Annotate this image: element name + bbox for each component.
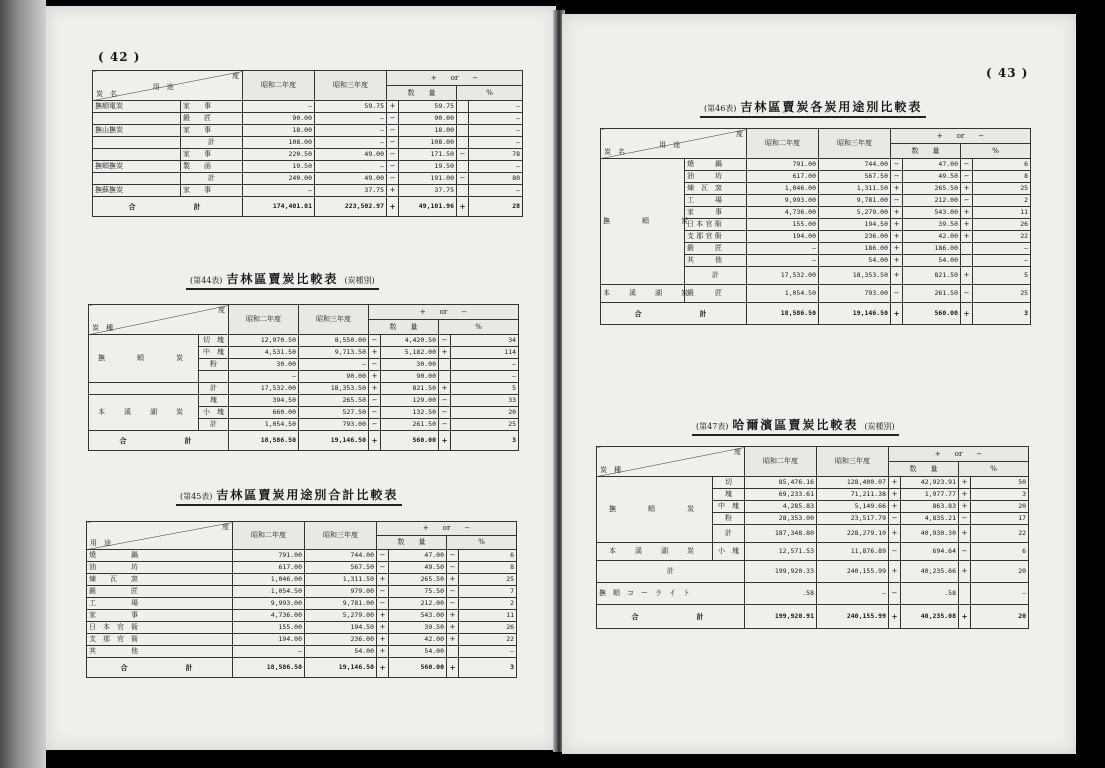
page-number-left: ( 42 ) xyxy=(98,50,141,64)
header-diagonal: 度 用 途 炭 名 xyxy=(601,129,747,159)
header-qty: 数 量 xyxy=(369,320,439,335)
table-row: 支 那 官 衙 194.00 236.00 + 42.00 + 22 xyxy=(601,231,1031,243)
table-row: 家 事 220.50 49.00 − 171.50 − 78 xyxy=(93,149,523,161)
table-row: 家 事 4,736.00 5,279.00 + 543.00 + 11 xyxy=(601,207,1031,219)
header-change: + or − xyxy=(387,71,523,86)
header-showa3: 昭和三年度 xyxy=(299,305,369,335)
table-row: 日 本 官 衙 155.00 194.50 + 39.50 + 26 xyxy=(87,622,517,634)
table-row: 計 108.00 — − 108.00 — xyxy=(93,137,523,149)
table-row: 撫 順 炭 切 85,476.16 128,400.07 + 42,923.91 + 50 xyxy=(597,477,1029,489)
header-change: + or − xyxy=(889,447,1029,462)
header-change: + or − xyxy=(891,129,1031,144)
table-47-caption: (第47表) 哈爾濱區賣炭比較表 (炭種別) xyxy=(692,416,899,436)
table-row: 鍛 匠 — 186.00 + 186.00 — xyxy=(601,243,1031,255)
header-pct: % xyxy=(961,144,1031,159)
table-subtotal-row: 計 1,054.50 793.00 − 261.50 − 25 xyxy=(89,419,519,431)
table-total-row: 合 計 18,586.50 19,146.50 + 560.00 + 3 xyxy=(601,303,1031,325)
header-showa3: 昭和三年度 xyxy=(817,447,889,477)
header-qty: 数 量 xyxy=(891,144,961,159)
table-total-row: 合 計 18,586.50 19,146.50 + 560.00 + 3 xyxy=(89,431,519,451)
table-row: 撫 順 コ ー ラ イ ト .58 — − .58 — xyxy=(597,583,1029,605)
header-showa3: 昭和三年度 xyxy=(819,129,891,159)
table-46 xyxy=(600,128,1031,325)
header-diagonal: 度 炭 種 xyxy=(89,305,229,335)
table-43-continued xyxy=(92,70,523,217)
header-showa2: 昭和二年度 xyxy=(233,522,305,550)
table-row: 本 溪 湖 炭 小 塊 12,571.53 11,876.89 − 694.64 − 6 xyxy=(597,543,1029,561)
table-row: 本 溪 湖 炭 塊 394.50 265.50 − 129.00 − 33 xyxy=(89,395,519,407)
header-change: + or − xyxy=(377,522,517,536)
header-pct: % xyxy=(439,320,519,335)
header-diagonal: 度 用 途 xyxy=(87,522,233,550)
table-44 xyxy=(88,304,519,451)
table-row: 撫順電炭 家 事 — 59.75 + 59.75 — xyxy=(93,101,523,113)
table-43-rows xyxy=(93,101,523,217)
table-row: 油 坊 617.00 567.50 − 49.50 − 8 xyxy=(87,562,517,574)
table-row: 其 他 — 54.00 + 54.00 — xyxy=(87,646,517,658)
header-pct: % xyxy=(457,86,523,101)
header-change: + or − xyxy=(369,305,519,320)
header-qty: 数 量 xyxy=(377,536,447,550)
scan-edge-left xyxy=(0,0,46,768)
table-row: 計 240.00 49.00 − 191.00 − 80 xyxy=(93,173,523,185)
table-45 xyxy=(86,521,517,678)
coal-fushun-label: 撫 順 炭 xyxy=(89,335,199,383)
table-44-caption: (第44表) 吉林區賣炭比較表 (炭種別) xyxy=(186,270,379,290)
table-row: 撫 順 炭 燒 鍋 791.00 744.00 − 47.00 − 6 xyxy=(601,159,1031,171)
table-subtotal-row: 計 187,348.80 228,279.10 + 40,930.30 + 22 xyxy=(597,525,1029,543)
table-total-row: 合 計 174,401.01 223,502.97 + 49,101.96 + 28 xyxy=(93,197,523,217)
table-row: 撫山撫炭 家 事 18.00 — − 18.00 — xyxy=(93,125,523,137)
table-subtotal-row: 計 17,532.00 18,353.50 + 821.50 + 5 xyxy=(601,267,1031,285)
coal-fushun-label: 撫 順 炭 xyxy=(601,159,685,285)
table-row: 撫蘇撫炭 家 事 — 37.75 + 37.75 — xyxy=(93,185,523,197)
header-showa2: 昭和二年度 xyxy=(747,129,819,159)
table-row: 其 他 — 54.00 + 54.00 — xyxy=(601,255,1031,267)
table-row: 支 那 官 衙 194.00 236.00 + 42.00 + 22 xyxy=(87,634,517,646)
table-row: 小 塊 660.00 527.50 − 132.50 − 20 xyxy=(89,407,519,419)
table-row: 粉 30.00 — − 30.00 — xyxy=(89,359,519,371)
table-row: 撫順撫炭 製 函 19.50 — − 19.50 — xyxy=(93,161,523,173)
table-row: 煉 瓦 窯 1,046.00 1,311.50 + 265.50 + 25 xyxy=(87,574,517,586)
header-diagonal: 度 用 途 炭 名 xyxy=(93,71,243,101)
table-row: 本 溪 湖 炭 鍛 匠 1,054.50 793.00 − 261.50 − 25 xyxy=(601,285,1031,303)
page-43 xyxy=(562,14,1076,754)
table-row: 鍛 匠 90.00 — − 90.00 — xyxy=(93,113,523,125)
table-row: 家 事 4,736.00 5,279.00 + 543.00 + 11 xyxy=(87,610,517,622)
header-diagonal: 度 炭 種 xyxy=(597,447,745,477)
table-row: 粉 28,353.00 23,517.79 − 4,835.21 − 17 xyxy=(597,513,1029,525)
header-showa2: 昭和二年度 xyxy=(243,71,315,101)
table-row: 油 坊 617.00 567.50 − 49.50 − 8 xyxy=(601,171,1031,183)
header-showa3: 昭和三年度 xyxy=(315,71,387,101)
table-row: 撫 順 炭 切 塊 12,970.50 8,550.00 − 4,420.50 − 34 xyxy=(89,335,519,347)
table-row: 燒 鍋 791.00 744.00 − 47.00 − 6 xyxy=(87,550,517,562)
page-42 xyxy=(46,6,556,750)
table-total-row: 合 計 199,920.91 240,155.99 + 40,235.08 + 20 xyxy=(597,605,1029,629)
header-showa3: 昭和三年度 xyxy=(305,522,377,550)
table-47 xyxy=(596,446,1029,629)
table-total-row: 合 計 18,586.50 19,146.50 + 560.00 + 3 xyxy=(87,658,517,678)
header-pct: % xyxy=(959,462,1029,477)
header-showa2: 昭和二年度 xyxy=(229,305,299,335)
table-row: 中 塊 4,531.50 9,713.50 + 5,182.00 + 114 xyxy=(89,347,519,359)
coal-benxi-label: 本 溪 湖 炭 xyxy=(89,395,199,431)
table-row: 日 本 官 衙 155.00 194.50 + 39.50 + 26 xyxy=(601,219,1031,231)
table-row: — 90.00 + 90.00 — xyxy=(89,371,519,383)
table-row: 工 場 9,993.00 9,781.00 − 212.00 − 2 xyxy=(87,598,517,610)
table-45-caption: (第45表) 吉林區賣炭用途別合計比較表 xyxy=(176,486,402,506)
table-46-caption: (第46表) 吉林區賣炭各炭用途別比較表 xyxy=(700,98,926,118)
table-row: 塊 69,233.61 71,211.38 + 1,977.77 + 3 xyxy=(597,489,1029,501)
table-row: 鍛 匠 1,054.50 979.00 − 75.50 − 7 xyxy=(87,586,517,598)
table-subtotal-row: 計 199,920.33 240,155.99 + 40,235.66 + 20 xyxy=(597,561,1029,583)
header-qty: 数 量 xyxy=(889,462,959,477)
coal-fushun-label: 撫 順 炭 xyxy=(597,477,713,543)
header-showa2: 昭和二年度 xyxy=(745,447,817,477)
table-row: 中 塊 4,285.83 5,149.66 + 863.83 + 20 xyxy=(597,501,1029,513)
table-subtotal-row: 計 17,532.00 18,353.50 + 821.50 + 5 xyxy=(89,383,519,395)
header-qty: 数 量 xyxy=(387,86,457,101)
header-pct: % xyxy=(447,536,517,550)
table-row: 煉 瓦 窯 1,046.00 1,311.50 + 265.50 + 25 xyxy=(601,183,1031,195)
page-number-right: ( 43 ) xyxy=(986,66,1029,80)
table-row: 工 場 9,993.00 9,781.00 − 212.00 − 2 xyxy=(601,195,1031,207)
